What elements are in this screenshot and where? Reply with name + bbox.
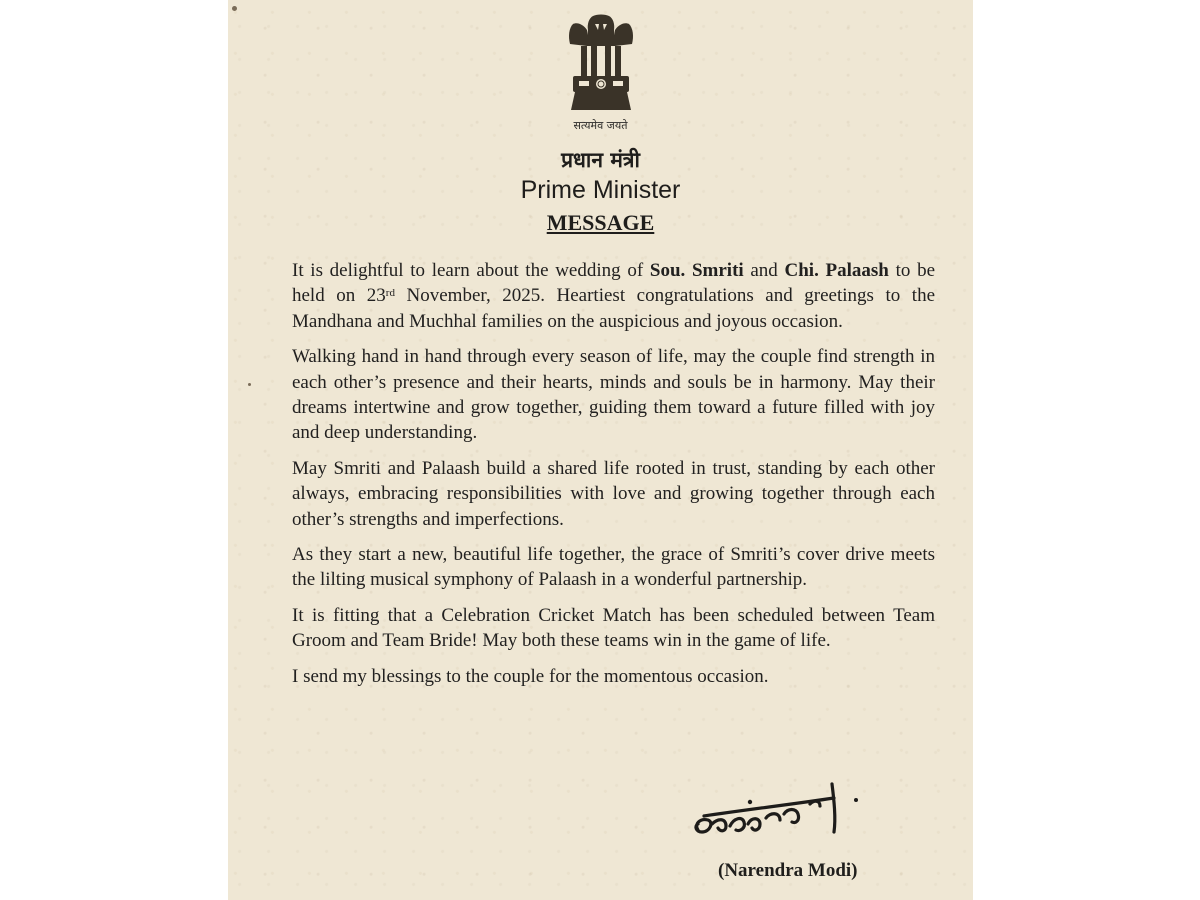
p1-text: It is delightful to learn about the wedding of [292, 260, 650, 281]
groom-name: Chi. Palaash [784, 260, 889, 281]
paragraph-5: It is fitting that a Celebration Cricket Match has been scheduled between Team Groom and Team Bride! May both these teams win in the game of life. [292, 604, 935, 652]
national-emblem-icon [565, 10, 637, 118]
signatory-name: (Narendra Modi) [718, 860, 858, 881]
letter-paper [228, 0, 973, 900]
paragraph-4: As they start a new, beautiful life together, the grace of Smriti’s cover drive meets the lilting musical symphony of Palaash in a wonderful partnership. [292, 544, 935, 591]
date-ordinal: rd [385, 287, 395, 300]
p1-text: to be held on 23 [292, 260, 935, 307]
paper-speck [232, 6, 237, 11]
message-body [292, 258, 935, 699]
bride-name: Sou. Smriti [649, 260, 744, 281]
paragraph-3: May Smriti and Palaash build a shared life rooted in trust, standing by each other always, embracing responsibilities with love and growing together through each other’s strengths and imperfections. [292, 457, 935, 530]
paragraph-6: I send my blessings to the couple for the momentous occasion. [292, 665, 769, 687]
paragraph-2: Walking hand in hand through every season of life, may the couple find strength in each other’s presence and their hearts, minds and souls be in harmony. May their dreams intertwine and grow together, guiding them toward a future filled with joy and deep understanding. [292, 346, 935, 444]
office-title-hindi: प्रधान मंत्री [561, 148, 640, 172]
message-heading: MESSAGE [546, 210, 655, 235]
p1-text: and [743, 260, 785, 281]
office-title-english: Prime Minister [520, 176, 681, 204]
paper-speck [248, 383, 251, 386]
handwritten-signature [684, 774, 904, 860]
paragraph-1 [292, 258, 935, 334]
p1-text: November, 2025. Heartiest congratulations and greetings to the Mandhana and Muchhal families on the auspicious and joyous occasion. [292, 285, 935, 332]
emblem-motto: सत्यमेव जयते [573, 119, 628, 132]
